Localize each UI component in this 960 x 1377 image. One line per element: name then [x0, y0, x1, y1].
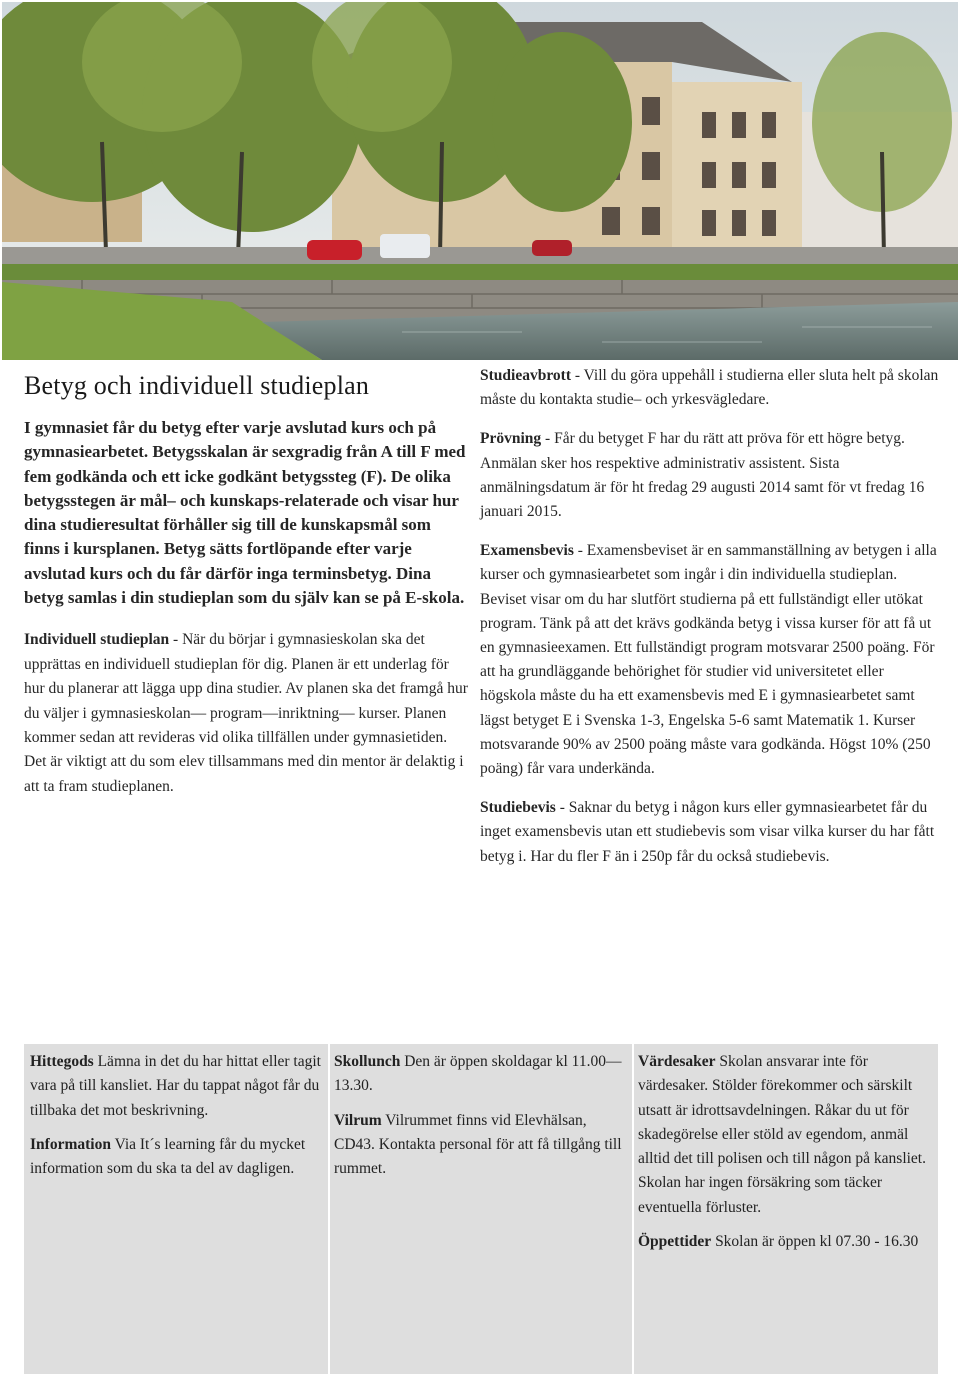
info-column-1 [30, 1050, 326, 1191]
info-column-3 [638, 1050, 928, 1264]
isp-label: Individuell studieplan [24, 631, 170, 649]
provning-paragraph [480, 427, 940, 524]
page-title: Betyg och individuell studieplan [24, 371, 370, 400]
studieavbrott-text: Vill du göra uppehåll i studierna eller sluta helt på skolan måste du kontakta studie– och yrkesvägledare. [480, 367, 939, 409]
studieavbrott-separator: - [571, 367, 584, 384]
studieavbrott-paragraph [480, 364, 940, 412]
skollunch-paragraph [334, 1050, 630, 1099]
studiebevis-text: Saknar du betyg i någon kurs eller gymnasiearbetet får du inget examensbevis utan ett studiebevis som visar vilka kurser du har fått betyg i. Har du fler F än i 250p får du också studiebevis. [480, 799, 935, 865]
isp-text: När du börjar i gymnasieskolan ska det upprättas en individuell studieplan för dig. Planen är ett underlag för hur du planerar att lägga upp dina studier. Av planen ska det framgå hur du väljer i gymnasieskolan— program—inriktning— kurser. Planen kommer sedan att revideras vid olika tillfällen under gymnasietiden. Det är viktigt att du som elev tillsammans med din mentor är delaktig i att ta fram studieplanen. [24, 631, 468, 795]
provning-separator: - [541, 430, 555, 448]
hittegods-text: Lämna in det du har hittat eller tagit vara på till kansliet. Har du tappat något får du tillbaka det mot beskrivning. [30, 1053, 321, 1119]
isp-separator: - [169, 631, 183, 649]
info-divider [328, 1044, 330, 1374]
information-paragraph [30, 1133, 326, 1182]
information-label: Information [30, 1135, 111, 1153]
vilrum-label: Vilrum [334, 1111, 382, 1129]
hittegods-label: Hittegods [30, 1053, 94, 1070]
vardesaker-label: Värdesaker [638, 1053, 716, 1070]
header-photo [2, 2, 958, 360]
studiebevis-label: Studiebevis [480, 799, 556, 817]
oppettider-text: Skolan är öppen kl 07.30 - 16.30 [715, 1233, 919, 1251]
right-column [480, 364, 940, 884]
vardesaker-paragraph [638, 1050, 928, 1220]
examensbevis-paragraph [480, 539, 940, 781]
skollunch-text: Den är öppen skoldagar kl 11.00—13.30. [334, 1053, 622, 1095]
examensbevis-separator: - [573, 542, 587, 560]
info-box [24, 1044, 938, 1374]
studiebevis-paragraph [480, 796, 940, 869]
examensbevis-text: Examensbeviset är en sammanställning av betygen i alla kurser och gymnasiearbetet som ingår i din individuella studieplan. Beviset visar om du har slutfört studierna på ett fullständigt eller utökat program. Tänk på att det krävs godkända betyg i vissa kurser för att få ut en gymnasieexamen. Ett fullständigt program motsvarar 2500 poäng. För att ha grundläggande behörighet för studier vid universitetet eller högskola måste du ha ett examensbevis med E i gymnasiearbetet samt lägst betyget E i Svenska 1-3, Engelska 5-6 samt Matematik 1. Kurser motsvarande 90% av 2500 poäng måste vara godkända. Högst 10% (250 poäng) får vara underkända. [480, 542, 937, 778]
vilrum-text: Vilrummet finns vid Elevhälsan, CD43. Kontakta personal för att få tillgång till rummet. [334, 1111, 622, 1178]
provning-text: Får du betyget F har du rätt att pröva för ett högre betyg. Anmälan sker hos respektive administrativ assistent. Sista anmälningsdatum är för ht fredag 29 augusti 2014 samt för vt fredag 16 januari 2015. [480, 430, 925, 521]
examensbevis-label: Examensbevis [480, 542, 574, 560]
studieavbrott-label: Studieavbrott [480, 367, 572, 384]
studiebevis-separator: - [555, 799, 569, 817]
provning-label: Prövning [480, 430, 542, 448]
info-divider [632, 1044, 634, 1374]
vilrum-paragraph [334, 1109, 630, 1182]
left-column [24, 366, 470, 799]
oppettider-label: Öppettider [638, 1233, 712, 1251]
vardesaker-text: Skolan ansvarar inte för värdesaker. Stölder förekommer och särskilt utsatt är idrottsavdelningen. Råkar du ut för skadegörelse eller stöld av egendom, anmäl alltid det till polisen och till någon på kansliet. Skolan har ingen försäkring som täcker eventuella förluster. [638, 1053, 926, 1216]
hittegods-paragraph [30, 1050, 326, 1123]
information-text: Via It´s learning får du mycket information som du ska ta del av dagligen. [30, 1135, 306, 1178]
info-column-2 [334, 1050, 630, 1191]
isp-paragraph [24, 628, 470, 799]
oppettider-paragraph [638, 1230, 928, 1254]
school-building-photo [2, 2, 958, 360]
intro-paragraph: I gymnasiet får du betyg efter varje avslutad kurs och på gymnasiearbetet. Betygsskalan är sexgradig från A till F med fem godkända och ett icke godkänt betygssteg (F). De olika betygsstegen är mål– och kunskaps-relaterade och visar hur dina studieresultat förhåller sig till de kunskapsmål som finns i kursplanen. Betyg sätts fortlöpande efter varje avslutad kurs och du får därför inga terminsbetyg. Dina betyg samlas i din studieplan som du själv kan se på E-skola. [24, 418, 466, 608]
skollunch-label: Skollunch [334, 1053, 401, 1070]
